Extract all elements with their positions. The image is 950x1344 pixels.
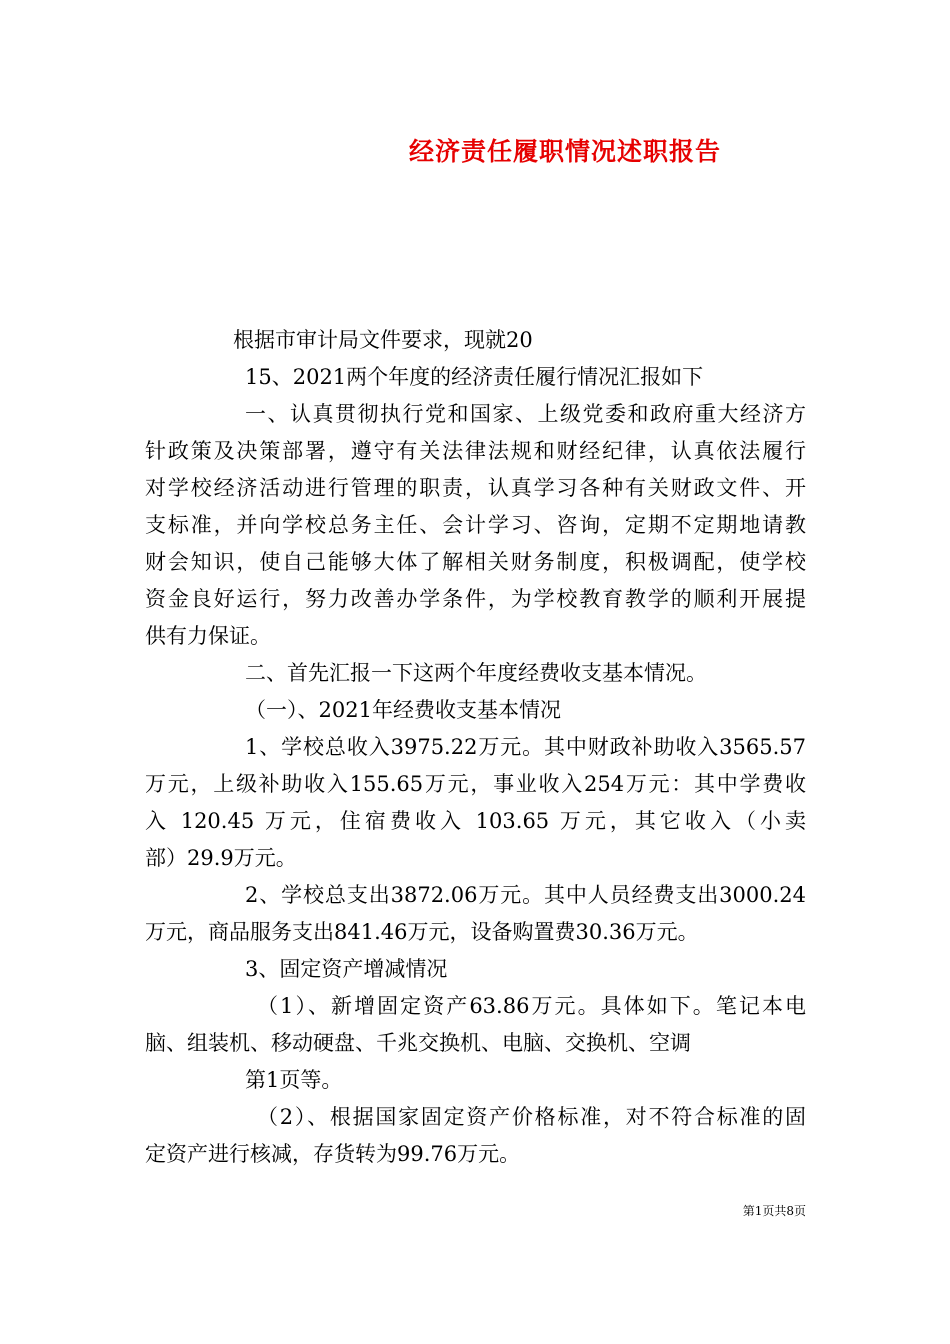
- paragraph-line: 2、学校总支出3872.06万元。其中人员经费支出3000.24: [245, 883, 806, 907]
- paragraph-line: 根据市审计局文件要求，现就20: [233, 328, 533, 352]
- document-title: 经济责任履职情况述职报告: [408, 137, 721, 166]
- paragraph-line: 第1页等。: [245, 1068, 343, 1092]
- paragraph-line: 1、学校总收入3975.22万元。其中财政补助收入3565.57: [245, 735, 806, 759]
- paragraph-line: （2）、根据国家固定资产价格标准，对不符合标准的固: [257, 1105, 806, 1129]
- paragraph-line: 资金良好运行，努力改善办学条件，为学校教育教学的顺利开展提: [145, 587, 806, 611]
- paragraph-line: 二、首先汇报一下这两个年度经费收支基本情况。: [245, 661, 707, 685]
- paragraph-line: 定资产进行核减，存货转为99.76万元。: [145, 1142, 521, 1166]
- paragraph-line: 万元，商品服务支出841.46万元，设备购置费30.36万元。: [145, 920, 699, 944]
- paragraph-line: 部）29.9万元。: [145, 846, 297, 870]
- paragraph-line: 万元，上级补助收入155.65万元，事业收入254万元：其中学费收: [145, 772, 806, 796]
- paragraph-line: 一、认真贯彻执行党和国家、上级党委和政府重大经济方: [245, 402, 806, 426]
- paragraph-line: 15、2021两个年度的经济责任履行情况汇报如下: [245, 365, 704, 389]
- paragraph-line: 3、固定资产增减情况: [245, 957, 448, 981]
- paragraph-line: （一）、2021年经费收支基本情况: [245, 698, 561, 722]
- paragraph-line: 供有力保证。: [145, 624, 271, 648]
- paragraph-line: 财会知识，使自己能够大体了解相关财务制度，积极调配，使学校: [145, 550, 806, 574]
- paragraph-line: 针政策及决策部署，遵守有关法律法规和财经纪律，认真依法履行: [145, 439, 806, 463]
- paragraph-line: 对学校经济活动进行管理的职责，认真学习各种有关财政文件、开: [145, 476, 806, 500]
- paragraph-line: 入 120.45 万元，住宿费收入 103.65 万元，其它收入（小卖: [145, 809, 806, 833]
- page-footer: 第1页共8页: [742, 1204, 806, 1218]
- paragraph-line: 脑、组装机、移动硬盘、千兆交换机、电脑、交换机、空调: [145, 1031, 691, 1055]
- paragraph-line: 支标准，并向学校总务主任、会计学习、咨询，定期不定期地请教: [145, 513, 806, 537]
- paragraph-line: （1）、新增固定资产63.86万元。具体如下。笔记本电: [257, 994, 806, 1018]
